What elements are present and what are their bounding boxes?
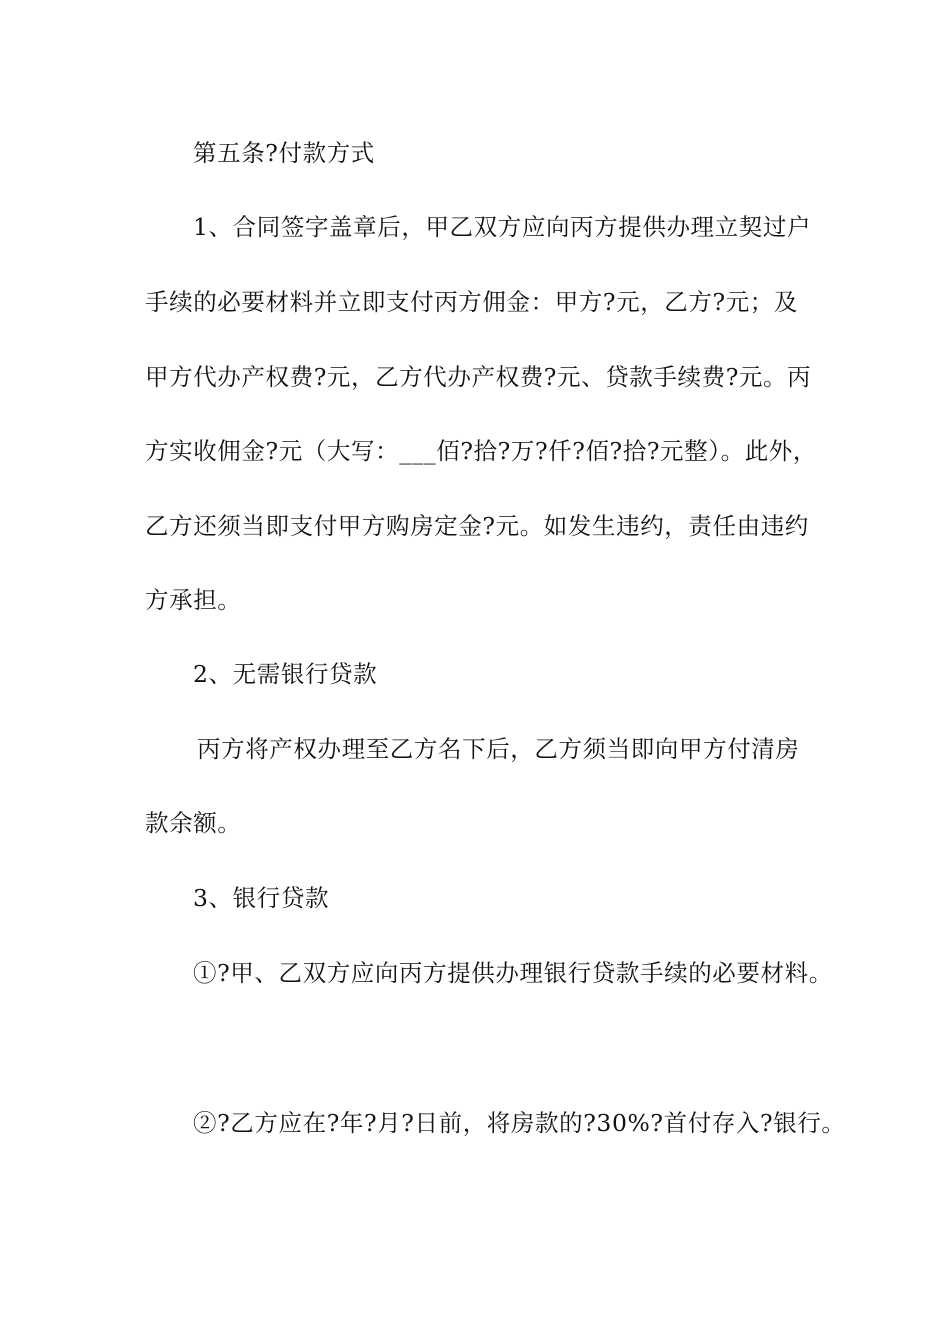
clause-1-line-1: 1、合同签字盖章后，甲乙双方应向丙方提供办理立契过户: [193, 213, 812, 241]
clause-2-line-1: 丙方将产权办理至乙方名下后，乙方须当即向甲方付清房: [197, 735, 800, 763]
clause-1-line-6: 方承担。: [145, 586, 242, 614]
clause-2-line-2: 款余额。: [145, 809, 242, 837]
clause-1-line-4: 方实收佣金?元（大写：___佰?拾?万?仟?佰?拾?元整）。此外，: [145, 437, 817, 465]
clause-2-title: 2、无需银行贷款: [193, 660, 378, 688]
section-heading: 第五条?付款方式: [193, 139, 375, 167]
clause-3-title: 3、银行贷款: [193, 884, 330, 912]
clause-1-line-5: 乙方还须当即支付甲方购房定金?元。如发生违约，责任由违约: [145, 512, 809, 540]
clause-3-item-1: ①?甲、乙双方应向丙方提供办理银行贷款手续的必要材料。: [193, 959, 833, 987]
clause-1-line-3: 甲方代办产权费?元，乙方代办产权费?元、贷款手续费?元。丙: [145, 363, 812, 391]
clause-3-item-2: ②?乙方应在?年?月?日前，将房款的?30%?首付存入?银行。: [193, 1109, 846, 1137]
clause-1-line-2: 手续的必要材料并立即支付丙方佣金：甲方?元，乙方?元；及: [145, 288, 798, 316]
